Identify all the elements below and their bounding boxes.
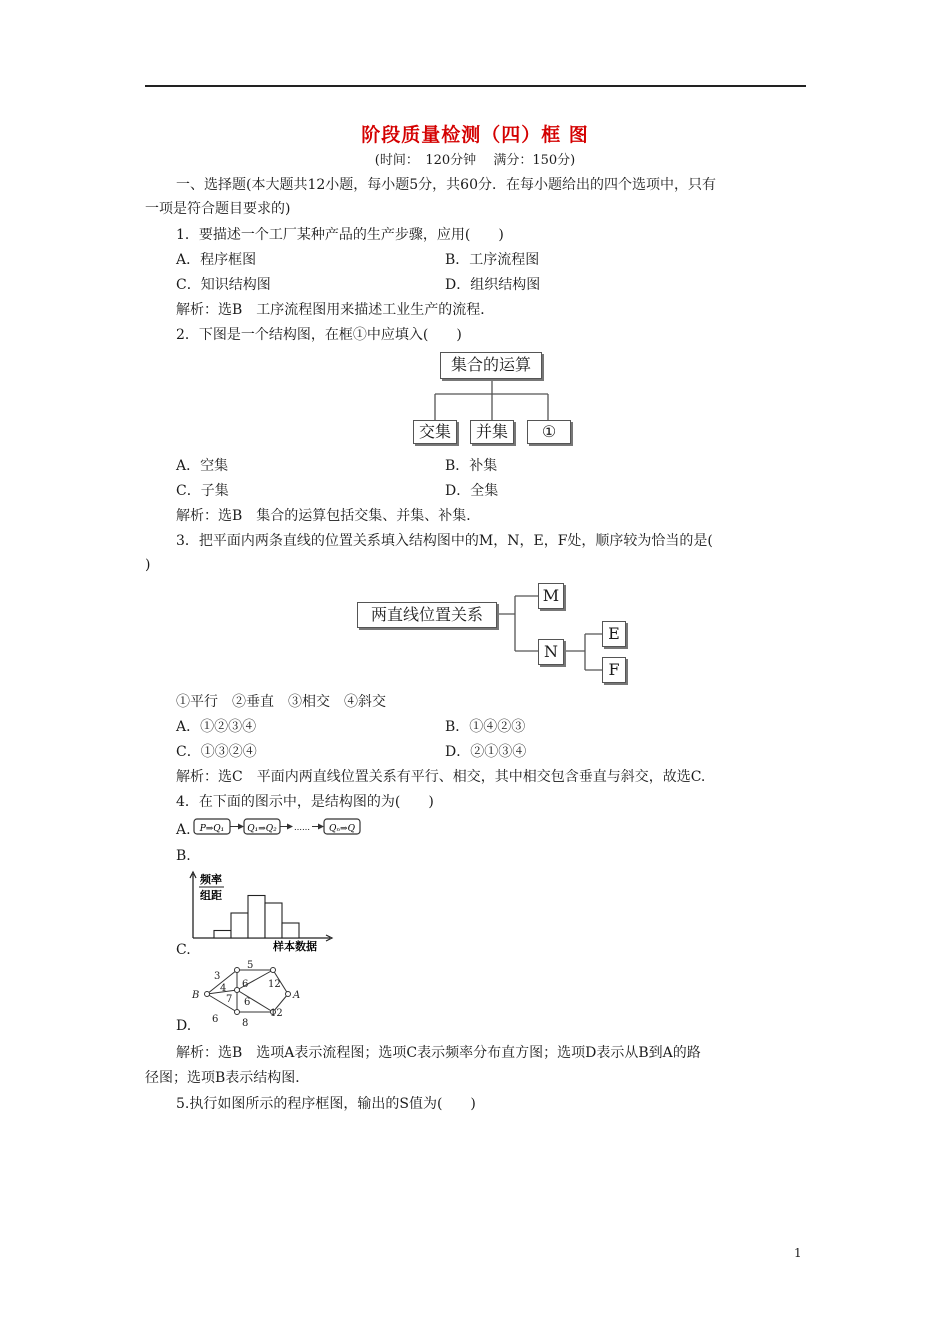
- q3-items: ①平行 ②垂直 ③相交 ④斜交: [176, 694, 386, 710]
- q5-stem: 5.执行如图所示的程序框图，输出的S值为( ): [176, 1096, 476, 1112]
- q3-n-box: N: [538, 639, 564, 665]
- q2-stem: 2．下图是一个结构图，在框①中应填入( ): [176, 327, 462, 343]
- q3-option-d: D．②①③④: [445, 744, 527, 760]
- q4-flow-diagram: [192, 816, 367, 838]
- q1-option-c: C．知识结构图: [176, 277, 271, 293]
- q4-path-graph: [190, 960, 305, 1028]
- q3-option-b: B．①④②③: [445, 719, 526, 735]
- hist-bar: [214, 931, 231, 939]
- q2-option-d: D．全集: [445, 483, 499, 499]
- q4-stem: 4．在下面的图示中，是结构图的为( ): [176, 794, 434, 810]
- q3-option-a: A．①②③④: [176, 719, 257, 735]
- flow-node-3: Qₙ⇒Q: [329, 824, 355, 834]
- graph-weight: 12: [270, 1008, 283, 1019]
- q2-child-box-3: ①: [527, 420, 571, 444]
- q2-option-b: B．补集: [445, 458, 498, 474]
- q2-answer: 解析：选B 集合的运算包括交集、并集、补集．: [176, 508, 481, 524]
- q3-stem-line-2: ): [145, 557, 151, 573]
- graph-weight: 4: [220, 983, 227, 994]
- graph-weight: 5: [247, 960, 254, 971]
- graph-weight: 7: [226, 994, 233, 1005]
- q4-answer-line-1: 解析：选B 选项A表示流程图；选项C表示频率分布直方图；选项D表示从B到A的路: [176, 1045, 701, 1061]
- top-rule: [145, 85, 806, 87]
- graph-weight: 6: [212, 1014, 219, 1025]
- q4-answer-line-2: 径图；选项B表示结构图．: [145, 1070, 310, 1086]
- q3-f-box: F: [602, 657, 626, 683]
- q3-option-c: C．①③②④: [176, 744, 257, 760]
- flow-node-2: Q₁⇒Q₂: [247, 824, 277, 834]
- flow-node-1: P⇒Q₁: [199, 824, 225, 834]
- graph-end-label: A: [293, 990, 301, 1001]
- q3-m-box: M: [538, 583, 564, 609]
- q3-answer: 解析：选C 平面内两直线位置关系有平行、相交，其中相交包含垂直与斜交，故选C.: [176, 769, 706, 785]
- hist-xlabel: 样本数据: [273, 940, 317, 952]
- hist-bar: [231, 913, 248, 938]
- q4-option-c: C.: [176, 942, 191, 958]
- hist-bar: [248, 896, 265, 939]
- q4-option-a: A.: [176, 822, 191, 838]
- hist-bar: [282, 923, 299, 938]
- graph-weight: 8: [242, 1018, 249, 1028]
- q3-root-box: 两直线位置关系: [357, 602, 497, 628]
- q4-option-b: B.: [176, 848, 191, 864]
- q3-e-box: E: [602, 621, 626, 647]
- graph-weight: 12: [268, 979, 281, 990]
- q1-option-d: D．组织结构图: [445, 277, 541, 293]
- intro-line-1: 一、选择题(本大题共12小题，每小题5分，共60分．在每小题给出的四个选项中，只有: [176, 177, 716, 193]
- q2-root-box: 集合的运算: [440, 352, 542, 379]
- q4-option-d: D.: [176, 1018, 192, 1034]
- q3-structure-diagram: [350, 580, 640, 685]
- q1-answer: 解析：选B 工序流程图用来描述工业生产的流程．: [176, 302, 495, 318]
- q1-option-b: B．工序流程图: [445, 252, 540, 268]
- q1-stem: 1．要描述一个工厂某种产品的生产步骤，应用( ): [176, 227, 504, 243]
- page-title: 阶段质量检测（四）框 图: [361, 124, 589, 146]
- q2-child-box-2: 并集: [470, 420, 514, 444]
- q2-child-box-1: 交集: [413, 420, 457, 444]
- q3-stem-line-1: 3．把平面内两条直线的位置关系填入结构图中的M，N，E，F处，顺序较为恰当的是(: [176, 533, 713, 549]
- flow-ellipsis: ……: [294, 823, 310, 832]
- graph-weight: 6: [244, 997, 251, 1008]
- q4-histogram: [180, 870, 340, 952]
- hist-bar: [265, 903, 282, 938]
- page-number: 1: [794, 1246, 802, 1260]
- q1-option-a: A．程序框图: [176, 252, 257, 268]
- q2-option-c: C．子集: [176, 483, 229, 499]
- exam-info: (时间： 120分钟 满分：150分): [374, 153, 576, 168]
- q2-option-a: A．空集: [176, 458, 229, 474]
- graph-start-label: B: [192, 990, 200, 1001]
- hist-ylabel-bottom: 组距: [200, 889, 222, 902]
- hist-ylabel-top: 频率: [200, 873, 222, 886]
- graph-weight: 3: [214, 971, 221, 982]
- intro-line-2: 一项是符合题目要求的): [145, 201, 291, 217]
- graph-weight: 6: [242, 979, 249, 990]
